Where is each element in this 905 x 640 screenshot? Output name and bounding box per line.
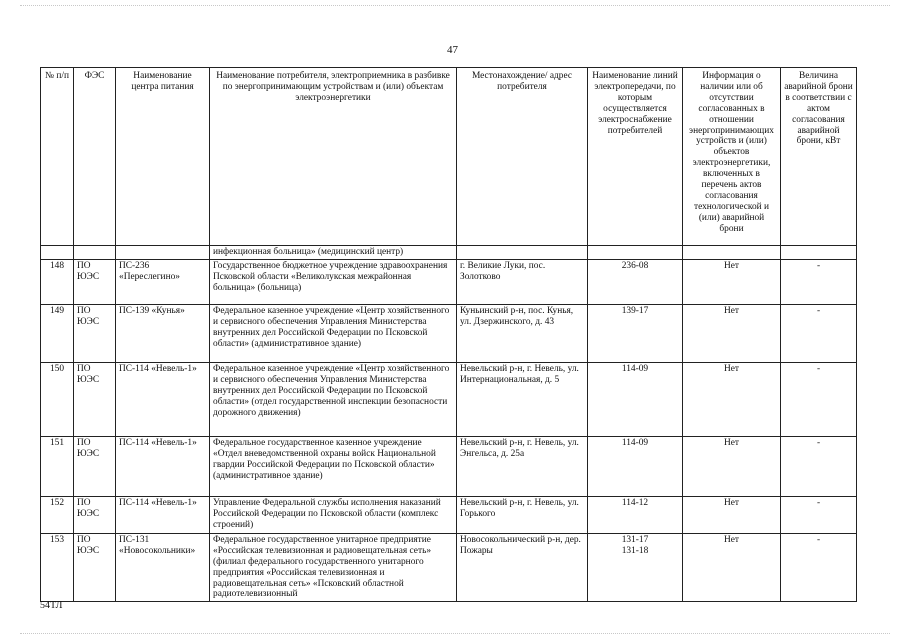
cell-lines — [588, 259, 683, 304]
cell-address: Новосокольнический р-н, дер. Пожары — [457, 533, 588, 601]
cell-center: ПС-131 «Новосокольники» — [116, 533, 210, 601]
page-number: 47 — [447, 44, 458, 56]
cell-fes: ПО ЮЭС — [74, 496, 116, 533]
continuation-text: инфекционная больница» (медицинский центр) — [210, 246, 457, 260]
cell-num: 148 — [41, 259, 74, 304]
cell-consumer: Управление Федеральной службы исполнения наказаний Российской Федерации по Псковской области (комплекс строений) — [210, 496, 457, 533]
line-id: 131-17 — [621, 534, 649, 545]
cell-address: Невельский р-н, г. Невель, ул. Энгельса, д. 25а — [457, 436, 588, 496]
scan-artifact-bottom — [20, 633, 890, 634]
cell-empty — [781, 246, 857, 260]
cell-lines — [588, 496, 683, 533]
cell-lines — [588, 304, 683, 362]
line-id: 114-12 — [621, 497, 649, 508]
header-consumer: Наименование потребителя, электроприемника в разбивке по энергопринимающим устройствам и (или) объектам электроэнергетики — [210, 68, 457, 246]
table-row — [41, 304, 857, 362]
table-row — [41, 496, 857, 533]
continuation-row — [41, 246, 857, 260]
cell-consumer: Федеральное казенное учреждение «Центр хозяйственного и сервисного обеспечения Управления Министерства внутренних дел Российской Федерации по Псковской области» (административное здание) — [210, 304, 457, 362]
cell-address: Невельский р-н, г. Невель, ул. Интернациональная, д. 5 — [457, 362, 588, 436]
cell-num: 152 — [41, 496, 74, 533]
cell-empty — [457, 246, 588, 260]
cell-fes: ПО ЮЭС — [74, 304, 116, 362]
table-row — [41, 533, 857, 601]
cell-empty — [683, 246, 781, 260]
cell-consumer: Федеральное государственное казенное учреждение «Отдел вневедомственной охраны войск Национальной гвардии Российской Федерации по Псковской области» (административное здание) — [210, 436, 457, 496]
table-row — [41, 362, 857, 436]
cell-lines — [588, 362, 683, 436]
cell-empty — [74, 246, 116, 260]
cell-center: ПС-114 «Невель-1» — [116, 436, 210, 496]
cell-center: ПС-139 «Кунья» — [116, 304, 210, 362]
header-num: № п/п — [41, 68, 74, 246]
footer-code: 54ТЛ — [40, 600, 63, 611]
cell-empty — [588, 246, 683, 260]
header-info: Информация о наличии или об отсутствии согласованных в отношении энергопринимающих устройств и (или) объектов электроэнергетики, включенных в перечень актов согласования технологической и (или) аварийной брони — [683, 68, 781, 246]
cell-value: - — [781, 533, 857, 601]
cell-fes: ПО ЮЭС — [74, 259, 116, 304]
cell-center: ПС-114 «Невель-1» — [116, 496, 210, 533]
cell-info: Нет — [683, 259, 781, 304]
cell-address: г. Великие Луки, пос. Золотково — [457, 259, 588, 304]
cell-num: 149 — [41, 304, 74, 362]
table-row — [41, 259, 857, 304]
cell-value: - — [781, 496, 857, 533]
cell-consumer: Государственное бюджетное учреждение здравоохранения Псковской области «Великолукская межрайонная больница» (больница) — [210, 259, 457, 304]
cell-num: 150 — [41, 362, 74, 436]
header-fes: ФЭС — [74, 68, 116, 246]
cell-address: Куньинский р-н, пос. Кунья, ул. Дзержинского, д. 43 — [457, 304, 588, 362]
line-id: 131-18 — [621, 545, 649, 556]
line-id: 114-09 — [621, 363, 649, 374]
header-center: Наименование центра питания — [116, 68, 210, 246]
table-row — [41, 436, 857, 496]
cell-consumer: Федеральное казенное учреждение «Центр хозяйственного и сервисного обеспечения Управления Министерства внутренних дел Российской Федерации по Псковской области» (отдел государственной инспекции безопасности дорожного движения) — [210, 362, 457, 436]
cell-value: - — [781, 259, 857, 304]
cell-consumer: Федеральное государственное унитарное предприятие «Российская телевизионная и радиовещательная сеть» (филиал федерального государственного унитарного предприятия «Российская телевизионная и радиовещательная сеть» «Псковский областной радиотелевизионный — [210, 533, 457, 601]
cell-lines — [588, 533, 683, 601]
consumers-table — [40, 67, 857, 602]
header-lines: Наименование линий электропередачи, по которым осуществляется электроснабжение потребителей — [588, 68, 683, 246]
scan-artifact-top — [20, 5, 890, 6]
line-id: 236-08 — [621, 260, 649, 271]
cell-info: Нет — [683, 304, 781, 362]
header-address: Местонахождение/ адрес потребителя — [457, 68, 588, 246]
cell-value: - — [781, 436, 857, 496]
cell-info: Нет — [683, 496, 781, 533]
cell-info: Нет — [683, 362, 781, 436]
cell-info: Нет — [683, 533, 781, 601]
cell-value: - — [781, 362, 857, 436]
cell-fes: ПО ЮЭС — [74, 362, 116, 436]
cell-fes: ПО ЮЭС — [74, 533, 116, 601]
cell-num: 151 — [41, 436, 74, 496]
cell-fes: ПО ЮЭС — [74, 436, 116, 496]
cell-empty — [116, 246, 210, 260]
line-id: 114-09 — [621, 437, 649, 448]
line-id: 139-17 — [621, 305, 649, 316]
cell-address: Невельский р-н, г. Невель, ул. Горького — [457, 496, 588, 533]
cell-info: Нет — [683, 436, 781, 496]
cell-center: ПС-236 «Переслегино» — [116, 259, 210, 304]
header-value: Величина аварийной брони в соответствии с актом согласования аварийной брони, кВт — [781, 68, 857, 246]
cell-empty — [41, 246, 74, 260]
cell-value: - — [781, 304, 857, 362]
cell-center: ПС-114 «Невель-1» — [116, 362, 210, 436]
table-header-row — [41, 68, 857, 246]
cell-num: 153 — [41, 533, 74, 601]
cell-lines — [588, 436, 683, 496]
